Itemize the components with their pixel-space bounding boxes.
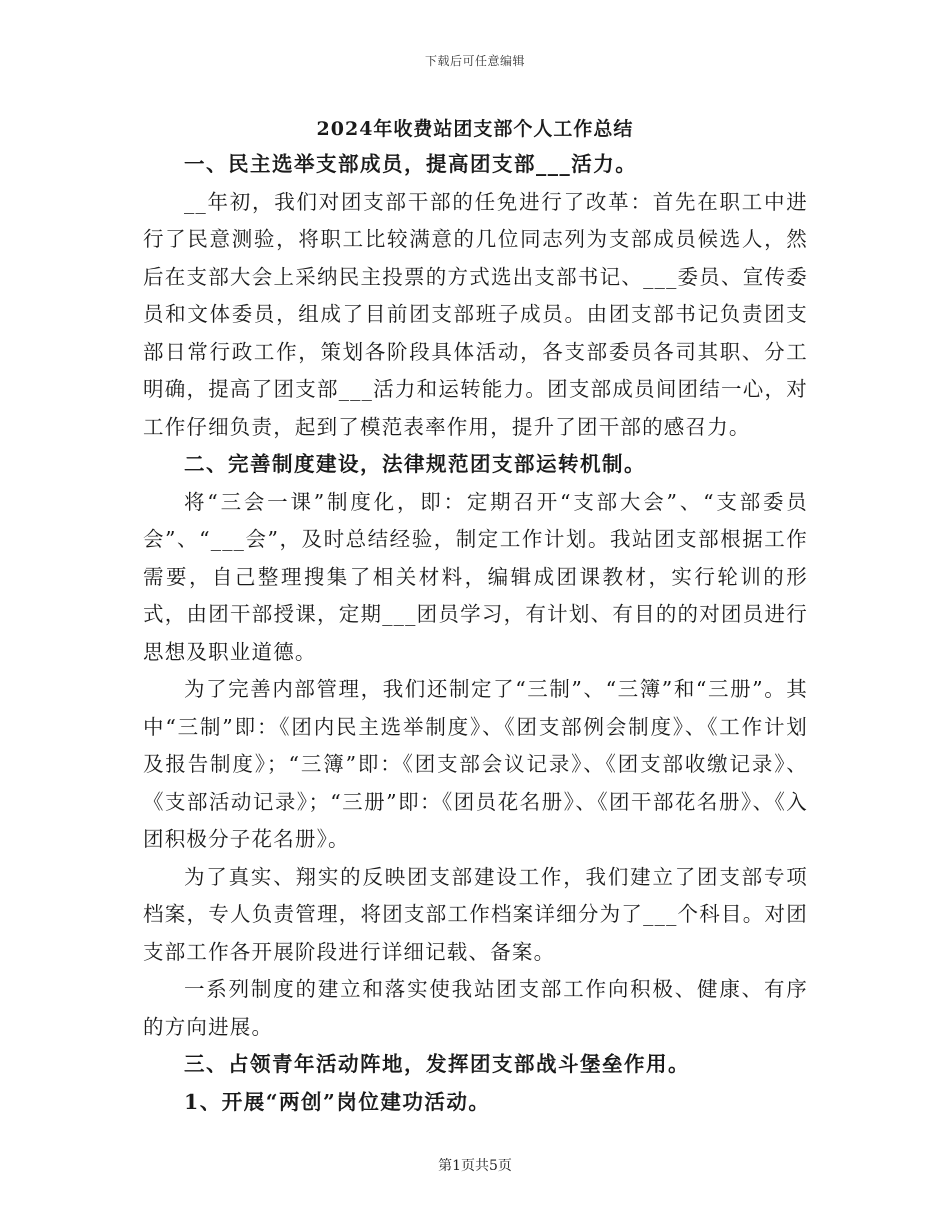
subsection-heading-1: 1、开展“两创”岗位建功活动。 (184, 1089, 491, 1114)
paragraph-5: 一系列制度的建立和落实使我站团支部工作向积极、健康、有序的方向进展。 (143, 977, 808, 1039)
page-number: 第1页共5页 (438, 1158, 512, 1174)
paragraph-3: 为了完善内部管理，我们还制定了“三制”、“三簿”和“三册”。其中“三制”即：《团内民主选举制度》、《团支部例会制度》、《工作计划及报告制度》；“三簿”即：《团支部会议记录》、《团支部收缴记录》、《支部活动记录》；“三册”即：《团员花名册》、《团干部花名册》、《入团积极分子花名册》。 (143, 677, 808, 851)
section-heading-3: 三、占领青年活动阵地，发挥团支部战斗堡垒作用。 (184, 1052, 690, 1076)
paragraph-4: 为了真实、翔实的反映团支部建设工作，我们建立了团支部专项档案，专人负责管理，将团支部工作档案详细分为了___个科目。对团支部工作各开展阶段进行详细记载、备案。 (143, 864, 808, 964)
section-heading-1: 一、民主选举支部成员，提高团支部___活力。 (184, 152, 638, 176)
section-heading-2: 二、完善制度建设，法律规范团支部运转机制。 (184, 452, 646, 476)
paragraph-1: __年初，我们对团支部干部的任免进行了改革：首先在职工中进行了民意测验，将职工比较满意的几位同志列为支部成员候选人，然后在支部大会上采纳民主投票的方式选出支部书记、___委员、宣传委员和文体委员，组成了目前团支部班子成员。由团支部书记负责团支部日常行政工作，策划各阶段具体活动，各支部委员各司其职、分工明确，提高了团支部___活力和运转能力。团支部成员间团结一心，对工作仔细负责，起到了模范表率作用，提升了团干部的感召力。 (143, 189, 808, 439)
page-header-note: 下载后可任意编辑 (424, 54, 525, 68)
paragraph-2: 将“三会一课”制度化，即：定期召开“支部大会”、“支部委员会”、“___会”，及时总结经验，制定工作计划。我站团支部根据工作需要，自己整理搜集了相关材料，编辑成团课教材，实行轮训的形式，由团干部授课，定期___团员学习，有计划、有目的的对团员进行思想及职业道德。 (143, 489, 808, 664)
document-body (143, 146, 808, 1121)
document-title: 2024年收费站团支部个人工作总结 (316, 118, 634, 140)
